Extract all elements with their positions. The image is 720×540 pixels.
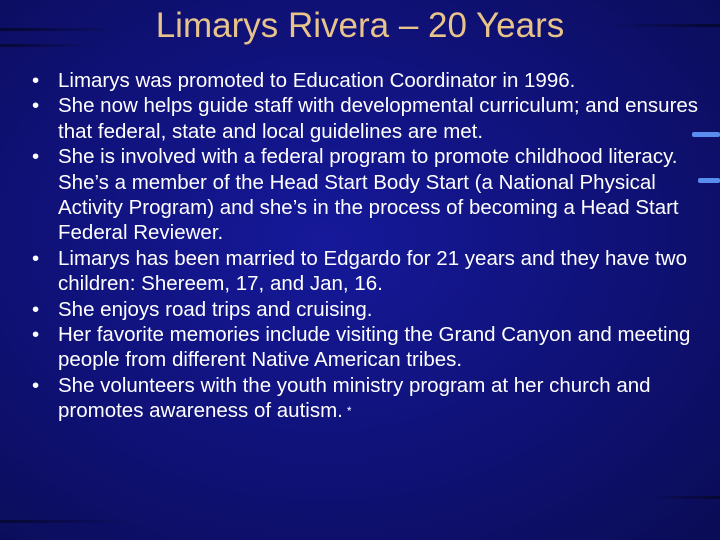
bullet-text: She enjoys road trips and cruising.	[58, 297, 373, 321]
bullet-list	[32, 68, 704, 425]
bullet-text: She volunteers with the youth ministry program at her church and promotes awareness of autism.	[58, 373, 651, 423]
bullet-icon: •	[32, 69, 40, 92]
bullet-item	[32, 93, 704, 144]
bullet-icon: •	[32, 297, 40, 321]
bullet-icon: •	[32, 145, 40, 169]
bullet-item	[32, 68, 704, 93]
bullet-text: Limarys has been married to Edgardo for 21 years and they have two children: Shereem, 17, and Jan, 16.	[58, 246, 688, 296]
asterisk-mark: *	[346, 404, 352, 419]
bullet-item	[32, 322, 704, 373]
bullet-text: She now helps guide staff with developmental curriculum; and ensures that federal, state and local guidelines are met.	[58, 94, 699, 143]
bullet-icon: •	[32, 246, 40, 270]
bullet-item	[32, 297, 704, 322]
bullet-item	[32, 144, 704, 246]
bullet-text: Limarys was promoted to Education Coordinator in 1996.	[58, 69, 576, 92]
bullet-icon: •	[32, 323, 40, 347]
decorative-streak	[0, 520, 130, 523]
decorative-streak	[650, 496, 720, 499]
bullet-item	[32, 246, 704, 297]
bullet-icon: •	[32, 373, 40, 397]
bullet-text: She is involved with a federal program to promote childhood literacy. She’s a member of the Head Start Body Start (a National Physical Activity Program) and she’s in the process of becoming a Head Start Federal Reviewer.	[58, 145, 679, 245]
bullet-text: Her favorite memories include visiting the Grand Canyon and meeting people from different Native American tribes.	[58, 323, 691, 372]
slide-title: Limarys Rivera – 20 Years	[155, 6, 565, 45]
bullet-icon: •	[32, 94, 40, 118]
bullet-item	[32, 373, 704, 425]
